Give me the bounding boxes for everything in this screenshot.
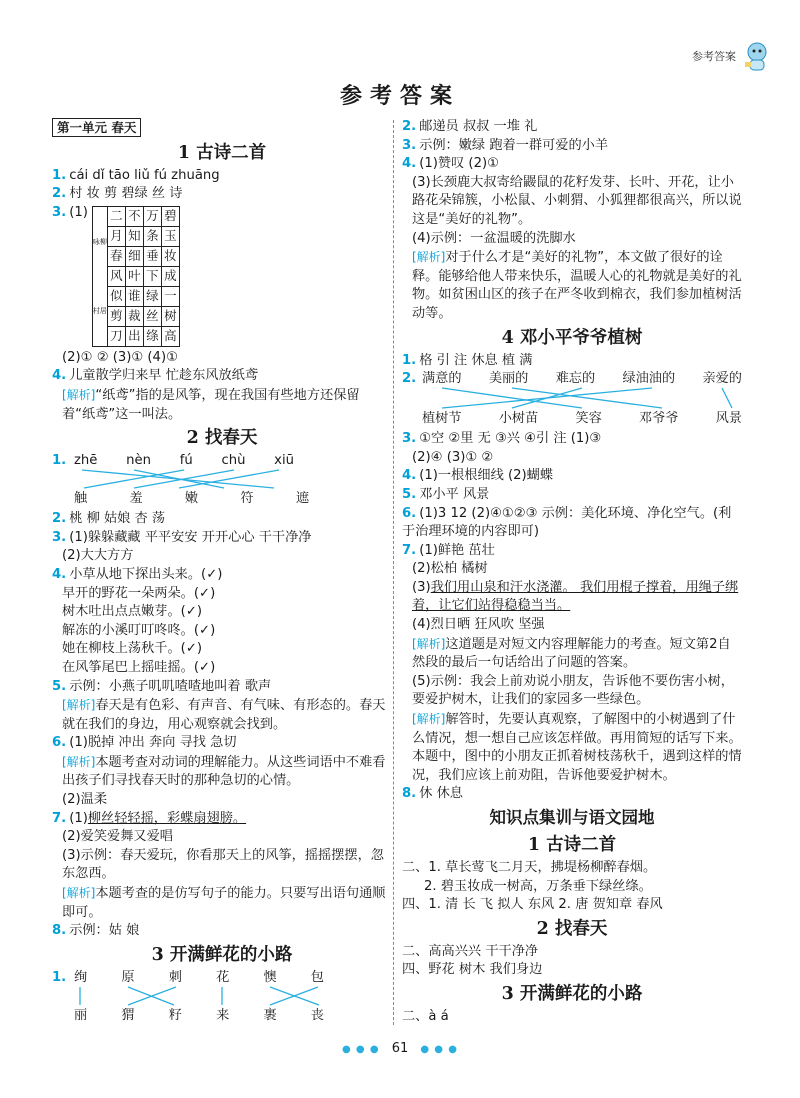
section-title: 2 找春天 bbox=[186, 428, 258, 449]
answer-line: 2. 邮递员 叔叔 一堆 礼 bbox=[402, 119, 538, 134]
answer-line: (2)④ (3)① ② bbox=[412, 449, 494, 465]
answer-line: 4. (1)一根根细线 (2)蝴蝶 bbox=[402, 468, 554, 484]
grid-cell: 碧 bbox=[161, 206, 179, 226]
grid-cell: 风 bbox=[107, 266, 125, 286]
matching-exercise: 1. 绚 原 刺 花 懊 包 丽 猬 籽 来 裹 丧 bbox=[52, 969, 392, 1027]
grid-cell: 裁 bbox=[125, 306, 143, 326]
column-divider bbox=[393, 120, 394, 1025]
answer-line: 4. 儿童散学归来早 忙趁东风放纸鸢 bbox=[52, 368, 259, 384]
answer-line: 树木吐出点点嫩芽。(✓) bbox=[62, 604, 203, 620]
answer-line: 6. (1)3 12 (2)④①②③ 示例：美化环境、净化空气。(利于治理环境的内容即可) bbox=[402, 505, 732, 540]
analysis: [解析]“纸鸢”指的是风筝，现在我国有些地方还保留着“纸鸢”这一叫法。 bbox=[62, 387, 360, 422]
section-title: 知识点集训与语文园地 bbox=[489, 808, 655, 827]
decor-dots-icon: ● ● ● bbox=[420, 1044, 458, 1055]
grid-row bbox=[107, 266, 179, 286]
grid-cell: 一 bbox=[161, 286, 179, 306]
match-word: 美丽的 bbox=[488, 371, 529, 387]
answer-line: (3)长颈鹿大叔寄给鼹鼠的花籽发芽、长叶、开花，让小路花朵锦簇，小松鼠、小刺猬、小狐狸都很高兴，所以说这是“美好的礼物”。 bbox=[412, 174, 742, 227]
grid-cell: 下 bbox=[143, 266, 161, 286]
section-title: 4 邓小平爷爷植树 bbox=[501, 327, 643, 348]
answer-line: 5. 示例：小燕子叽叽喳喳地叫着 歌声 bbox=[52, 678, 272, 694]
match-word: nèn bbox=[126, 453, 151, 469]
answer-line: 她在柳枝上荡秋千。(✓) bbox=[62, 641, 203, 657]
answer-line: 1. 格 引 注 休息 植 满 bbox=[402, 352, 533, 368]
match-word: 来 bbox=[216, 1007, 230, 1023]
grid-cell: 妆 bbox=[161, 246, 179, 266]
grid-cell: 出 bbox=[125, 326, 143, 346]
match-word: 风景 bbox=[715, 411, 742, 427]
grid-cell: 丝 bbox=[143, 306, 161, 326]
answer-line: 二、à á bbox=[402, 1008, 449, 1024]
analysis: [解析]本题考查的是仿写句子的能力。只要写出语句通顺即可。 bbox=[62, 886, 386, 920]
grid-cell: 二 bbox=[107, 206, 125, 226]
decor-dots-icon: ● ● ● bbox=[342, 1044, 380, 1055]
answer-line: 8. 示例：姑 娘 bbox=[52, 923, 140, 939]
match-word: 绿油油的 bbox=[622, 371, 676, 387]
answer-line: 四、1. 清 长 飞 拟人 东风 2. 唐 贺知章 春风 bbox=[402, 897, 663, 913]
header-corner bbox=[692, 40, 772, 74]
analysis: [解析]对于什么才是“美好的礼物”，本文做了很好的诠释。能够给他人带来快乐，温暖人心的礼物就是美好的礼物。如贫困山区的孩子在严冬收到棉衣，我们参加植树活动等。 bbox=[412, 250, 742, 321]
section-title: 3 开满鲜花的小路 bbox=[501, 983, 643, 1004]
poem-table bbox=[107, 206, 180, 347]
answer-line: 4. 小草从地下探出头来。(✓) bbox=[52, 566, 223, 582]
header-label: 参考答案 bbox=[692, 49, 736, 63]
grid-cell: 不 bbox=[125, 206, 143, 226]
answer-line: 3. (1)躲躲藏藏 平平安安 开开心心 干干净净 bbox=[52, 529, 312, 545]
match-word: 满意的 bbox=[422, 371, 462, 387]
answer-line: 8. 休 休息 bbox=[402, 786, 463, 802]
answer-line: (3)示例：春天爱玩，你看那天上的风筝，摇摇摆摆，忽东忽西。 bbox=[62, 847, 384, 882]
match-word: 猬 bbox=[121, 1007, 135, 1023]
answer-line: 7. (1)鲜艳 茁壮 bbox=[402, 542, 495, 558]
match-word: 裹 bbox=[263, 1007, 277, 1023]
answer-line: 3. ①空 ②里 无 ③兴 ④引 注 (1)③ bbox=[402, 431, 602, 447]
answer-line: 7. (1)柳丝轻轻摇，彩蝶扇翅膀。 bbox=[52, 810, 247, 826]
grid-row bbox=[107, 246, 179, 266]
grid-cell: 绦 bbox=[143, 326, 161, 346]
answer-line: 早开的野花一朵两朵。(✓) bbox=[62, 585, 216, 601]
match-word: xiū bbox=[274, 453, 294, 469]
answer-line: (5)示例：我会上前劝说小朋友，告诉他不要伤害小树，要爱护树木，让我们的家园多一些绿色。 bbox=[412, 673, 734, 708]
grid-cell: 剪 bbox=[107, 306, 125, 326]
page-footer bbox=[0, 1040, 800, 1060]
match-word: 笑容 bbox=[575, 411, 602, 427]
match-word: 籽 bbox=[168, 1007, 182, 1023]
grid-cell: 月 bbox=[107, 226, 125, 246]
grid-cell: 玉 bbox=[161, 226, 179, 246]
answer-line: (2)① ② (3)① (4)① bbox=[62, 349, 178, 365]
match-word: fú bbox=[179, 453, 193, 469]
grid-cell: 谁 bbox=[125, 286, 143, 306]
analysis: [解析]解答时，先要认真观察，了解图中的小树遇到了什么情况，想一想自己应该怎样做。再用简短的话写下来。本题中，图中的小朋友正抓着树枝荡秋千，遇到这样的情况，我们应该上前劝阻，告诉他要爱护树木。 bbox=[412, 712, 742, 783]
answer-line: 解冻的小溪叮叮咚咚。(✓) bbox=[62, 622, 216, 638]
answer-line: 二、1. 草长莺飞二月天，拂堤杨柳醉春烟。 bbox=[402, 860, 657, 875]
section-title: 1 古诗二首 bbox=[527, 835, 617, 855]
answer-line: (2)松柏 橘树 bbox=[412, 561, 488, 577]
match-word: 触 bbox=[74, 491, 88, 507]
answer-line: 3. 示例：嫩绿 跑着一群可爱的小羊 bbox=[402, 137, 609, 153]
grid-row bbox=[107, 206, 179, 226]
match-word: zhē bbox=[74, 453, 98, 469]
match-word: 植树节 bbox=[422, 411, 462, 427]
page-title: 参考答案 bbox=[339, 84, 460, 109]
grid-cell: 细 bbox=[125, 246, 143, 266]
grid-cell: 成 bbox=[161, 266, 179, 286]
matching-lines bbox=[422, 386, 752, 410]
mascot-icon bbox=[742, 40, 772, 74]
answer-line: (4)烈日晒 狂风吹 坚强 bbox=[412, 617, 545, 633]
analysis: [解析]本题考查对动词的理解能力。从这些词语中不难看出孩子们寻找春天时的那种急切的心情。 bbox=[62, 754, 386, 789]
matching-lines bbox=[74, 985, 344, 1007]
grid-cell: 绿 bbox=[143, 286, 161, 306]
answer-line: 3. (1) 咏柳 村居 二 不 万 碧 月 知 条 玉 春 细 垂 妆 风 叶 下 成 似 谁 绿 一 剪 裁 丝 树 刀 出 绦 高 bbox=[52, 204, 392, 349]
match-word: 小树苗 bbox=[498, 411, 539, 427]
answer-line: 在风筝尾巴上摇哇摇。(✓) bbox=[62, 659, 216, 675]
answer-line: 5. 邓小平 风景 bbox=[402, 486, 490, 502]
grid-labels: 咏柳 村居 bbox=[92, 206, 107, 347]
match-word: 刺 bbox=[168, 969, 182, 985]
match-word: 绚 bbox=[74, 969, 88, 985]
grid-row bbox=[107, 306, 179, 326]
grid-cell: 春 bbox=[107, 246, 125, 266]
analysis: [解析]这道题是对短文内容理解能力的考查。短文第2自然段的最后一句话给出了问题的答案。 bbox=[412, 636, 731, 671]
answer-line: 二、高高兴兴 干干净净 bbox=[402, 943, 539, 959]
match-word: 包 bbox=[310, 969, 324, 985]
match-word: 丧 bbox=[310, 1007, 324, 1023]
grid-cell: 高 bbox=[161, 326, 179, 346]
grid-row bbox=[107, 226, 179, 246]
analysis: [解析]春天是有色彩、有声音、有气味、有形态的。春天就在我们的身边，用心观察就会找到。 bbox=[62, 698, 386, 732]
match-word: chù bbox=[221, 453, 246, 469]
answer-line: 2. 村 妆 剪 碧绿 丝 诗 bbox=[52, 186, 183, 202]
match-word: 原 bbox=[121, 969, 135, 985]
matching-lines bbox=[74, 468, 334, 490]
answer-line: 2. 碧玉妆成一树高，万条垂下绿丝绦。 bbox=[424, 878, 652, 894]
grid-cell: 垂 bbox=[143, 246, 161, 266]
answer-line: 2. 桃 柳 姑娘 杏 荡 bbox=[52, 511, 166, 527]
grid-cell: 叶 bbox=[125, 266, 143, 286]
answer-line: (2)温柔 bbox=[62, 792, 108, 808]
grid-row bbox=[107, 326, 179, 346]
left-column bbox=[52, 118, 392, 1027]
grid-cell: 似 bbox=[107, 286, 125, 306]
grid-cell: 万 bbox=[143, 206, 161, 226]
answer-line: 1. cái dǐ tāo liǔ fú zhuāng bbox=[52, 167, 220, 183]
answer-line: (4)示例：一盆温暖的洗脚水 bbox=[412, 230, 576, 246]
unit-label: 第一单元 春天 bbox=[52, 118, 141, 137]
section-title: 1 古诗二首 bbox=[177, 142, 267, 163]
answer-line: (2)大大方方 bbox=[62, 548, 134, 564]
match-word: 丽 bbox=[74, 1007, 88, 1023]
match-word: 难忘的 bbox=[555, 371, 596, 387]
answer-line: 4. (1)赞叹 (2)① bbox=[402, 156, 499, 172]
match-word: 羞 bbox=[129, 491, 143, 507]
match-word: 邓爷爷 bbox=[638, 411, 679, 427]
section-title: 3 开满鲜花的小路 bbox=[151, 944, 293, 965]
answer-line: 四、野花 树木 我们身边 bbox=[402, 962, 543, 978]
grid-cell: 刀 bbox=[107, 326, 125, 346]
matching-exercise: 1. zhē nèn fú chù xiū 触 羞 嫩 符 遮 bbox=[52, 452, 392, 510]
match-word: 懊 bbox=[263, 969, 277, 985]
match-word: 亲爱的 bbox=[702, 371, 742, 387]
matching-exercise: 2. 满意的 美丽的 难忘的 绿油油的 亲爱的 植树节 小树苗 笑容 邓爷爷 风景 bbox=[402, 370, 742, 430]
section-title: 2 找春天 bbox=[536, 918, 608, 939]
answer-line: (2)爱笑爱舞又爱唱 bbox=[62, 829, 173, 845]
grid-row bbox=[107, 286, 179, 306]
right-column bbox=[402, 118, 742, 1027]
page-number: 61 bbox=[391, 1041, 409, 1056]
match-word: 遮 bbox=[295, 491, 309, 507]
grid-cell: 知 bbox=[125, 226, 143, 246]
match-word: 花 bbox=[216, 969, 230, 985]
match-word: 符 bbox=[240, 491, 254, 507]
grid-cell: 树 bbox=[161, 306, 179, 326]
answer-line: 6. (1)脱掉 冲出 奔向 寻找 急切 bbox=[52, 735, 237, 751]
poem-grid bbox=[92, 206, 180, 347]
match-word: 嫩 bbox=[184, 491, 199, 507]
grid-cell: 条 bbox=[143, 226, 161, 246]
answer-line: (3)我们用山泉和汗水浇灌。 我们用棍子撑着，用绳子绑着，让它们站得稳稳当当。 bbox=[412, 579, 739, 614]
